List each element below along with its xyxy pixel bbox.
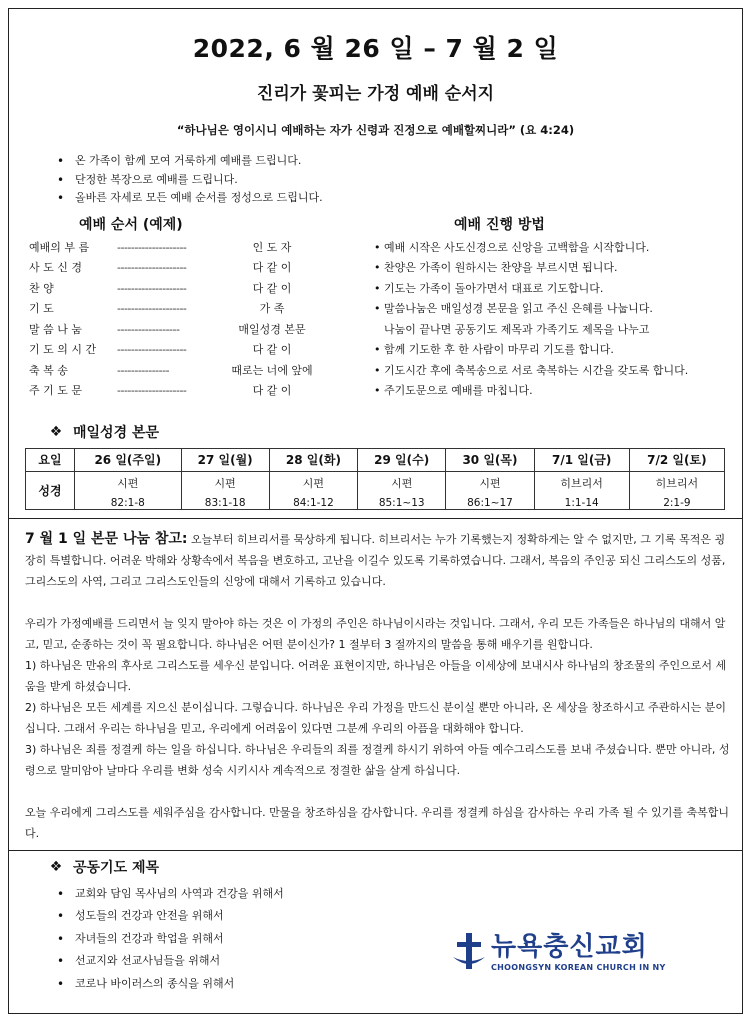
reading-cell: [75, 471, 182, 509]
worship-method: [374, 214, 742, 402]
reading-ref: 1:1-14: [564, 496, 599, 509]
order-row: [29, 279, 374, 300]
reading-book: 시편: [391, 476, 413, 490]
order-item-dashes: --------------------: [117, 384, 187, 397]
reading-ref: 85:1~13: [378, 496, 425, 509]
notes-text: 오늘부터 히브리서를 묵상하게 됩니다. 히브리서는 누가 기록했는지 정확하게는 알 수 없지만, 그 기록 목적은 굉장히 특별합니다. 어려운 박해와 상황속에서 복음을 변호하고, 고난을 이길수 있도록 기록하였습니다. 그래서, 복음의 주인공 되신 그리스도의 성품, 그리스도의 사역, 그리고 그리스도인들의 신앙에 대해서 기록하고 있습니다.: [25, 532, 726, 588]
reading-cell: [181, 471, 269, 509]
method-list: [374, 238, 742, 402]
day-header: 7/2 일(토): [629, 448, 724, 471]
order-item-name: 찬 양: [29, 281, 54, 295]
order-row: [29, 299, 374, 320]
order-item-name: 말 씀 나 눔: [29, 322, 82, 336]
order-item-dashes: ---------------: [117, 363, 170, 377]
order-item-leader: 다 같 이: [252, 343, 292, 356]
order-item-dashes: ------------------: [117, 322, 180, 336]
order-row: [29, 361, 374, 382]
method-item: • 기도시간 후에 축복송으로 서로 축복하는 시간을 갖도록 합니다.: [374, 361, 742, 382]
notes-paragraph: 우리가 가정예배를 드리면서 늘 잊지 말아야 하는 것은 이 가정의 주인은 하나님이시라는 것입니다. 그래서, 우리 모든 가족들은 하나님의 대해서 알고, 믿고, 순종하는 것이 꼭 필요합니다. 하나님은 어떤 분이신가? 1 절부터 3 절까지의 말씀을 통해 배우기를 원합니다.: [25, 616, 726, 651]
order-item-leader: 다 같 이: [252, 384, 292, 397]
order-item-name: 축 복 송: [29, 363, 68, 377]
order-heading: 예배 순서 (예제): [79, 216, 183, 233]
day-header: 30 일(목): [446, 448, 534, 471]
method-heading: 예배 진행 방법: [454, 216, 545, 233]
method-item: • 함께 기도한 후 한 사람이 마무리 기도를 합니다.: [374, 340, 742, 361]
order-item-name: 기 도: [29, 302, 54, 315]
order-item-name: 기 도 의 시 간: [29, 343, 97, 356]
reading-book: 시편: [214, 476, 236, 490]
reading-ref: 2:1-9: [663, 496, 691, 509]
order-item-leader: 다 같 이: [252, 281, 292, 295]
day-header: 29 일(수): [358, 448, 446, 471]
order-row: [29, 381, 374, 402]
order-row: [29, 238, 374, 259]
list-item: • 올바른 자세로 모든 예배 순서를 정성으로 드립니다.: [57, 189, 742, 208]
bible-heading-label: 매일성경 본문: [73, 424, 160, 441]
reading-cell: [269, 471, 357, 509]
method-item: • 찬양은 가족이 원하시는 찬양을 부르시면 됩니다.: [374, 258, 742, 279]
reading-book: 히브리서: [560, 476, 603, 490]
list-item: • 온 가족이 함께 모여 거룩하게 예배를 드립니다.: [57, 152, 742, 171]
table-row: [26, 448, 725, 471]
intro-list: [57, 152, 742, 208]
diamond-icon: ❖: [49, 423, 63, 440]
order-item-leader: 인 도 자: [252, 240, 292, 254]
cross-flame-icon: [451, 931, 487, 973]
list-item: • 성도들의 건강과 안전을 위해서: [57, 905, 742, 928]
notes-paragraph: 2) 하나님은 모든 세계를 지으신 분이십니다. 그렇습니다. 하나님은 우리 가정을 만드신 분이실 뿐만 아니라, 온 세상을 창조하시고 주관하시는 분이십니다. 그래서 우리는 하나님을 믿고, 우리에게 어려움이 있다면 그분께 우리의 아픔을 대화해야 합니다.: [25, 700, 727, 735]
order-item-dashes: --------------------: [117, 261, 187, 274]
order-item-leader: 때로는 너에 앞에: [231, 363, 313, 377]
church-name-ko: 뉴욕충신교회: [491, 931, 648, 962]
reading-cell: [534, 471, 629, 509]
order-item-name: 예배의 부 름: [29, 240, 90, 254]
notes-paragraph: 오늘 우리에게 그리스도를 세워주심을 감사합니다. 만물을 창조하심을 감사합니다. 우리를 정결케 하심을 감사하는 우리 가족 될 수 있기를 축복합니다.: [25, 805, 729, 840]
order-item-dashes: --------------------: [117, 302, 187, 315]
list-item: • 코로나 바이러스의 종식을 위해서: [57, 973, 742, 996]
method-item: • 예배 시작은 사도신경으로 신앙을 고백함을 시작합니다.: [374, 238, 742, 259]
day-header: 7/1 일(금): [534, 448, 629, 471]
reading-book: 시편: [117, 476, 139, 490]
row-label-text: 성경: [26, 471, 75, 509]
reading-ref: 83:1-18: [204, 496, 246, 509]
list-item: • 교회와 담임 목사님의 사역과 건강을 위해서: [57, 883, 742, 906]
order-item-dashes: --------------------: [117, 343, 187, 356]
scripture-verse: “하나님은 영이시니 예배하는 자가 신령과 진정으로 예배할찌니라” (요 4:24): [176, 123, 575, 137]
order-row: [29, 320, 374, 341]
order-item-name: 사 도 신 경: [29, 261, 82, 274]
list-item: • 자녀들의 건강과 학업을 위해서: [57, 928, 742, 951]
church-logo: [451, 931, 666, 973]
bible-section-heading: [49, 422, 742, 442]
table-row: [26, 471, 725, 509]
page-title: 2022, 6 월 26 일 – 7 월 2 일: [192, 34, 559, 63]
order-row: [29, 258, 374, 279]
reading-book: 시편: [479, 476, 501, 490]
method-item: • 주기도문으로 예배를 마칩니다.: [374, 381, 742, 402]
order-item-dashes: --------------------: [117, 281, 187, 295]
divider: [9, 850, 742, 851]
worship-order: [9, 214, 374, 402]
order-item-dashes: --------------------: [117, 240, 187, 254]
diamond-icon: ❖: [49, 858, 63, 875]
reading-book: 시편: [302, 476, 325, 490]
reading-cell: [629, 471, 724, 509]
church-name-en: CHOONGSYN KOREAN CHURCH IN NY: [491, 962, 666, 972]
order-item-name: 주 기 도 문: [29, 384, 82, 397]
reading-cell: [358, 471, 446, 509]
worship-columns: [9, 214, 742, 402]
reading-ref: 82:1-8: [110, 496, 145, 509]
reading-ref: 84:1-12: [293, 496, 334, 509]
reading-ref: 86:1~17: [467, 496, 513, 509]
order-item-leader: 가 족: [259, 302, 285, 315]
reading-cell: [446, 471, 534, 509]
list-item: • 단정한 복장으로 예배를 드립니다.: [57, 171, 742, 190]
row-label-day: 요일: [26, 448, 75, 471]
notes-paragraph: [25, 529, 730, 592]
day-header: 28 일(화): [269, 448, 357, 471]
order-item-leader: 다 같 이: [252, 261, 292, 274]
sharing-notes: [9, 519, 742, 844]
notes-paragraph: 1) 하나님은 만유의 후사로 그리스도를 세우신 분입니다. 어려운 표현이지만, 하나님은 아들을 이세상에 보내시사 하나님의 창조물의 주인으로서 세움을 받게 하셨습니다.: [25, 658, 727, 693]
page-subtitle: 진리가 꽃피는 가정 예배 순서지: [256, 84, 495, 104]
prayer-heading-label: 공동기도 제목: [73, 859, 160, 876]
order-item-leader: 매일성경 본문: [238, 322, 306, 336]
method-item: 나눔이 끝나면 공동기도 제목과 가족기도 제목을 나누고: [384, 322, 650, 336]
notes-lead: 7 월 1 일 본문 나눔 참고:: [25, 530, 188, 547]
list-item: • 선교지와 선교사님들을 위해서: [57, 950, 742, 973]
worship-sheet: [8, 8, 743, 1014]
order-row: [29, 340, 374, 361]
notes-paragraph: 3) 하나님은 죄를 정결케 하는 일을 하십니다. 하나님은 우리들의 죄를 정결케 하시기 위하여 아들 예수그리스도를 보내 주셨습니다. 뿐만 아니라, 성령으로 말미암아 날마다 우리를 변화 성숙 시키시사 계속적으로 정결한 삶을 살게 하십니다.: [25, 742, 730, 777]
order-list: [29, 238, 374, 402]
day-header: 26 일(주일): [75, 448, 182, 471]
prayer-section-heading: [49, 857, 742, 877]
method-item: • 기도는 가족이 돌아가면서 대표로 기도합니다.: [374, 279, 742, 300]
bible-schedule-table: [25, 448, 725, 510]
method-item: • 말씀나눔은 매일성경 본문을 읽고 주신 은혜를 나눕니다.: [374, 299, 742, 320]
reading-book: 히브리서: [655, 476, 699, 490]
day-header: 27 일(월): [181, 448, 269, 471]
